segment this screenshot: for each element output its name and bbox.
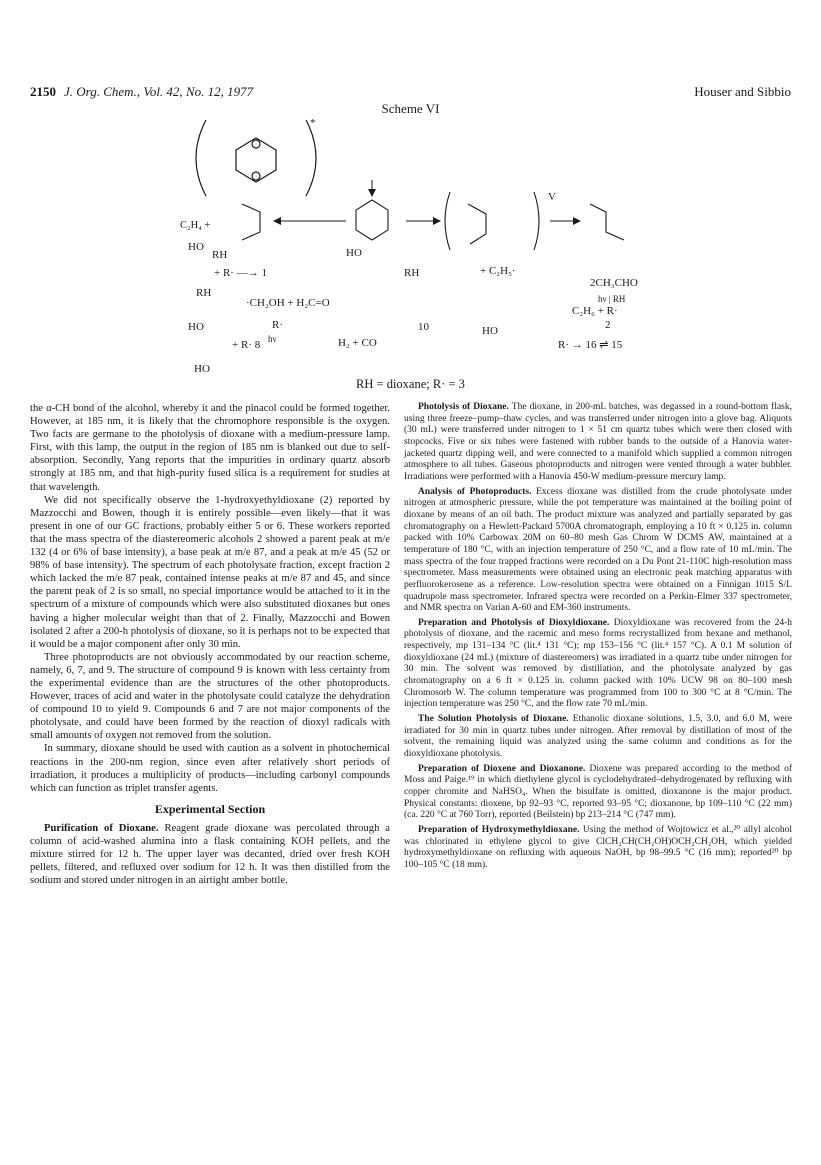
paragraph-body: Dioxene was prepared according to the method of Moss and Paige.¹⁹ in which diethylene glycol is cyclodehydrated–dehydrogenated by refluxing with copper chromite and NaHSO₄. When the bisulfate is omitted, dioxanone is the major product. Physical constants: dioxene, bp 92–93 °C, reported 93–95 °C; dioxanone, bp 109–110 °C (22 mm) (ca. 220 °C at 760 Torr), reported (Beilstein) bp 213–214 °C (747 mm). <box>404 763 792 821</box>
label-c2h4: C₂H₄ + <box>180 220 211 231</box>
label-rh-3: RH <box>404 267 420 279</box>
header-left <box>30 84 253 100</box>
paragraph-head: Purification of Dioxane. <box>44 822 159 834</box>
label-ho-1: HO <box>188 241 204 253</box>
journal-citation: J. Org. Chem., Vol. 42, No. 12, 1977 <box>64 84 254 99</box>
label-r-8: + R· 8 <box>232 339 261 351</box>
excited-star: * <box>310 118 316 129</box>
paragraph-body: Excess dioxane was distilled from the crude photolysate under nitrogen at atmospheric pressure, while the pot temperature was maintained at the boiling point of dioxane by means of an oil bath. The product mixture was analyzed and partially separated by gas chromatography on a Hewlett-Packard 5700A chromatograph, employing a 10 ft × 0.125 in. column packed with 10% Carbowax 20M on 60–80 mesh Gas Chrom W DCMS AW, maintained at a temperature of 180 °C, with an injection temperature of 250 °C, and a flow rate of 10 mL/min. The mass spectra of the four trapped fractions were recorded on a Du Pont 21-110C high-resolution mass spectrometer. Mass measurements were obtained using an electronic peak matching apparatus with perfluorokerosene as a reference. Low-resolution spectra were obtained on a Finnigan 1015 S/L quadrupole mass spectrometer. Infrared spectra were recorded on a Perkin-Elmer 337 spectrometer, and NMR spectra on Varian A-60 and EM-360 instruments. <box>404 486 793 614</box>
left-column <box>30 402 390 887</box>
label-c2h6: C₂H₆ + R· <box>572 305 618 317</box>
header-authors: Houser and Sibbio <box>694 84 791 99</box>
paragraph-head: The Solution Photolysis of Dioxane. <box>418 714 569 725</box>
paragraph-body: Ethanolic dioxane solutions, 1.5, 3.0, and 6.0 M, were irradiated for 30 min in quartz tubes under nitrogen. After removal by distillation of most of the solvent, the remaining liquid was analyzed using the same column and conditions as for the dioxyldioxane photolysis. <box>404 714 792 760</box>
label-ho-4: HO <box>346 247 362 259</box>
paragraph <box>404 714 792 761</box>
paragraph-head: Preparation of Dioxene and Dioxanone. <box>418 763 586 774</box>
label-ch3cho: 2CH₃CHO <box>590 277 638 289</box>
label-16-15: R· → 16 ⇌ 15 <box>558 339 623 351</box>
right-column <box>404 402 792 872</box>
paragraph <box>404 764 792 822</box>
paragraph-body: Using the method of Wojtowicz et al.,²⁰ allyl alcohol was chlorinated in ethylene glycol to give ClCH₂CH(CH₂OH)OCH₂CH₂OH, which yielded hydroxymethyldioxane on refluxing with aqueous NaOH, bp 98–99.5 °C (16 mm); reported²⁰ bp 100–105 °C (18 mm). <box>404 824 792 870</box>
label-v: V <box>548 191 556 203</box>
label-c2h5: + C₂H₅· <box>480 265 516 277</box>
label-ho-2: HO <box>188 321 204 333</box>
paragraph: the α-CH bond of the alcohol, whereby it and the pinacol could be formed together. However, at 185 nm, it is likely that the chromophore responsible is the oxygen. Two facts are germane to the photolysis of dioxane with a medium-pressure lamp. First, with this lamp, the output in the region of 185 nm is blanked out due to self-absorption. Secondly, Yang reports that the impurities in ordinary quartz absorb strongly at 185 nm, and that high-purity fused silica is a requirement for studies at that wavelength. <box>30 403 390 493</box>
paragraph-body: Dioxyldioxane was recovered from the 24-h photolysis of dioxane, and the racemic and meso forms recrystallized from hexane and methanol, respectively, mp 131–134 °C (lit.⁴ 131 °C); mp 153–156 °C (lit.⁴ 157 °C). A 0.1 M solution of dioxyldioxane (24 mL) (mixture of diastereomers) was irradiated in a quartz tube under nitrogen for 30 min. The solvent was removed by distillation, and the photolysate analyzed by gas chromatography on a 6 ft × 0.125 in. column packed with 10% UCW 98 on 80–100 mesh Chromosorb W. The column temperature was programmed from 100 to 300 °C at 8 °C/min. The injection temperature was 250 °C, and the flow rate 70 mL/min. <box>404 617 792 710</box>
label-hv-rh: hν | RH <box>598 294 626 304</box>
label-rh-2: RH <box>196 287 212 299</box>
label-r-2: R· <box>272 319 283 331</box>
label-h2-co: H₂ + CO <box>338 337 377 349</box>
label-hv-1: hν <box>268 334 277 344</box>
excited-dioxane <box>196 120 316 196</box>
diradical <box>242 204 260 240</box>
label-2: 2 <box>605 319 611 331</box>
paragraph: In summary, dioxane should be used with caution as a solvent in photochemical reactions in the 200-nm region, since even after relatively short periods of irradiation, it produces a multiplicity of products—including carbonyl compounds which can function as triplet transfer agents. <box>30 743 390 794</box>
label-r-1: + R· —→ 1 <box>214 267 267 279</box>
paragraph <box>404 487 792 615</box>
running-header <box>30 84 791 102</box>
paragraph-head: Photolysis of Dioxane. <box>418 402 509 412</box>
paragraph-head: Preparation and Photolysis of Dioxyldioxane. <box>418 617 610 628</box>
open-aldehyde-bracketed <box>445 192 539 250</box>
paragraph <box>30 822 390 887</box>
scheme-title: Scheme VI <box>381 101 440 116</box>
dioxyl-radical <box>356 200 388 240</box>
paragraph-head: Analysis of Photoproducts. <box>418 486 532 497</box>
paragraph-body: The dioxane, in 200-mL batches, was degassed in a round-bottom flask, using three freeze–pump–thaw cycles, and was transferred under nitrogen into a glove bag. Aliquots (30 mL) were transferred under nitrogen to 1 × 51 cm quartz tubes which were then closed with stopcocks. Five or six tubes were fastened with rubber bands to the outside of a Hanovia water-jacketed quartz dipping well, and were connected to a manifold which supplied a common nitrogen atmosphere to all tubes. Gaseous photoproducts and nitrogen were vented through a water bubbler. Irradiations were performed with a Hanovia 450-W medium-pressure mercury lamp. <box>404 402 793 482</box>
label-10: 10 <box>418 321 429 333</box>
scheme-caption: RH = dioxane; R· = 3 <box>356 377 465 391</box>
page-number: 2150 <box>30 84 56 99</box>
paragraph-head: Preparation of Hydroxymethyldioxane. <box>418 824 580 835</box>
reaction-scheme <box>150 118 670 376</box>
paragraph <box>404 618 792 711</box>
paragraph: Three photoproducts are not obviously accommodated by our reaction scheme, namely, 6, 7, and 9. The structure of compound 9 is known with less certainty from the experimental evidence than are the structures of the other photoproducts. However, traces of acid and water in the photolysate could catalyze the dehydration of compound 10 to yield 9. Compounds 6 and 7 are not major components of the photolysate, and could have been formed by the reaction of dioxyl radicals with small amounts of oxygen not removed from the solution. <box>30 651 390 742</box>
label-ho-3: HO <box>194 363 210 375</box>
paragraph <box>404 402 792 484</box>
paragraph-body: Reagent grade dioxane was percolated through a column of acid-washed alumina into a flask containing KOH pellets, and the mixture stirred for 12 h. The upper layer was decanted, dried over fresh KOH pellets, filtered, and refluxed over sodium for 12 h. It was then distilled from the sodium and stored under nitrogen in an airtight amber bottle. <box>30 822 390 887</box>
paragraph: We did not specifically observe the 1-hydroxyethyldioxane (2) reported by Mazzocchi and Bowen, though it is entirely possible—even likely—that it was present in one of our GC fractions, probably either 5 or 6. These workers reported that the mass spectra of the diastereomeric alcohols 2 showed a parent peak at m/e 132 (4 or 6% of base intensity), a base peak at m/e 87, and a peak at m/e 45 (52 or 98% of base intensity). The spectrum of each photolysate fraction, except fraction 2 which lacked the m/e 87 peak, contained intense peaks at m/e 87 and 45, and since the parent peak of 2 is so small, no special importance would be attached to it in the spectrum of a mixture of compounds which were also substituted dioxanes but ones having a higher molecular weight than that of 2. Finally, Mazzocchi and Bowen isolated 2 after a 200-h photolysis of dioxane, so it is perhaps not to be expected that it would be a major component after only 30 min. <box>30 494 390 650</box>
product-aldehyde <box>590 204 624 240</box>
paragraph <box>404 825 792 872</box>
section-heading: Experimental Section <box>154 801 266 816</box>
label-ch2oh: ·CH₂OH + H₂C=O <box>246 297 330 309</box>
label-ho-5: HO <box>482 325 498 337</box>
label-rh-1: RH <box>212 249 228 261</box>
